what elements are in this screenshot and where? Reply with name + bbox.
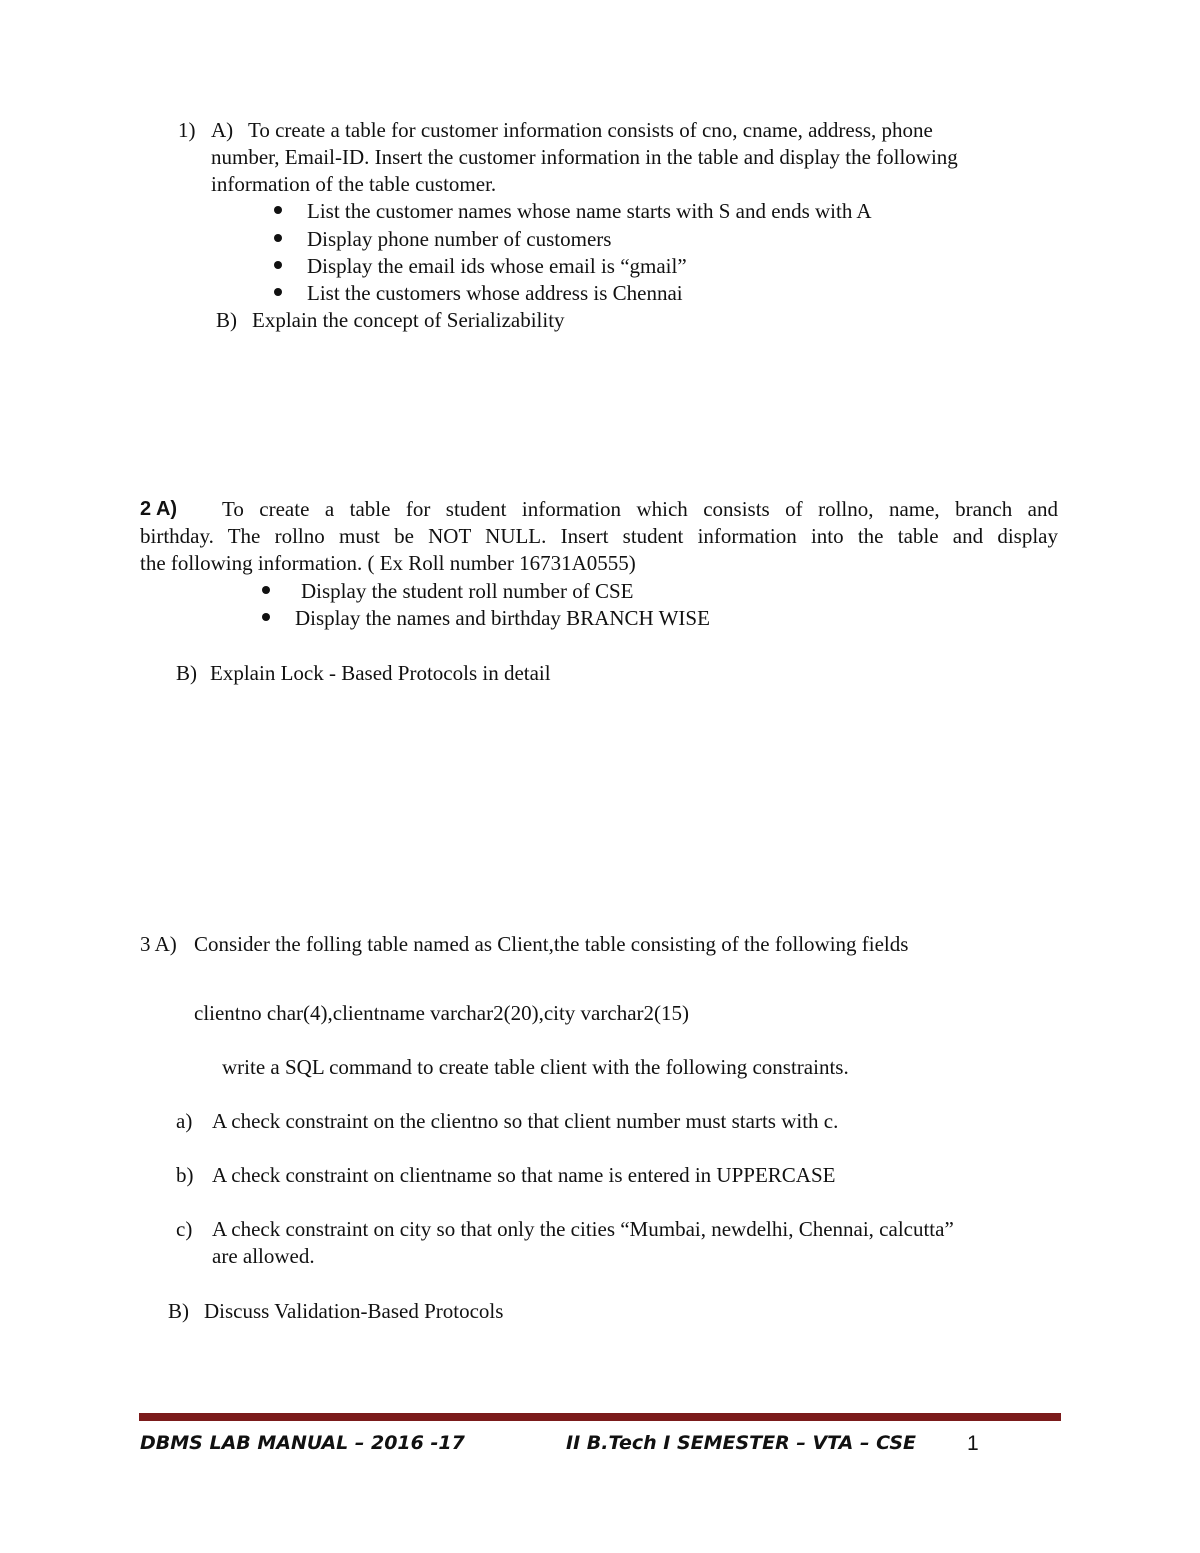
q2-part-b-label: B): [176, 661, 197, 685]
q3-part-b-label: B): [168, 1299, 189, 1323]
q3-instruction: write a SQL command to create table client with the following constraints.: [222, 1055, 849, 1079]
bullet-icon: [262, 586, 270, 594]
page-number: 1: [967, 1432, 979, 1455]
q3-item-b-text: A check constraint on clientname so that name is entered in UPPERCASE: [212, 1163, 836, 1187]
bullet-icon: [274, 206, 282, 214]
q3-item-a-label: a): [176, 1109, 193, 1133]
q3-part-b-text: Discuss Validation-Based Protocols: [204, 1299, 504, 1323]
q1-part-a-label: A): [211, 118, 234, 142]
q2-bullet-1: Display the student roll number of CSE: [301, 579, 634, 603]
q1-bullet-4: List the customers whose address is Chennai: [307, 281, 683, 305]
bullet-icon: [274, 288, 282, 296]
q3-item-b-label: b): [176, 1163, 194, 1187]
q1-part-b-label: B): [216, 308, 237, 332]
footer-semester: II B.Tech I SEMESTER – VTA – CSE: [566, 1432, 917, 1454]
q1-line-2: number, Email-ID. Insert the customer information in the table and display the following: [211, 145, 958, 169]
bullet-icon: [274, 234, 282, 242]
q3-label: 3 A): [140, 932, 177, 956]
q1-bullet-2: Display phone number of customers: [307, 227, 612, 251]
q1-line-3: information of the table customer.: [211, 172, 497, 196]
q1-number: 1): [178, 118, 196, 142]
q2-line-3: the following information. ( Ex Roll number 16731A0555): [140, 551, 636, 575]
q1-part-b-text: Explain the concept of Serializability: [252, 308, 565, 332]
q3-item-a-text: A check constraint on the clientno so that client number must starts with c.: [212, 1109, 839, 1133]
q2-line-2: birthday. The rollno must be NOT NULL. Insert student information into the table and display: [140, 524, 1058, 548]
q3-item-c-text-cont: are allowed.: [212, 1244, 315, 1268]
q3-fields: clientno char(4),clientname varchar2(20),city varchar2(15): [194, 1001, 689, 1025]
q2-bullet-2: Display the names and birthday BRANCH WISE: [295, 606, 710, 630]
q2-label: 2 A): [140, 498, 178, 520]
bullet-icon: [274, 261, 282, 269]
q1-bullet-3: Display the email ids whose email is “gmail”: [307, 254, 687, 278]
q3-item-c-text: A check constraint on city so that only the cities “Mumbai, newdelhi, Chennai, calcutta”: [212, 1217, 954, 1241]
bullet-icon: [262, 613, 270, 621]
q1-line-1: To create a table for customer information consists of cno, cname, address, phone: [248, 118, 933, 142]
q2-part-b-text: Explain Lock - Based Protocols in detail: [210, 661, 551, 685]
q3-item-c-label: c): [176, 1217, 193, 1241]
footer-manual-title: DBMS LAB MANUAL – 2016 -17: [140, 1432, 465, 1454]
q3-intro: Consider the folling table named as Client,the table consisting of the following fields: [194, 932, 909, 956]
q2-line-1: To create a table for student information which consists of rollno, name, branch and: [222, 497, 1058, 521]
footer-rule: [139, 1413, 1061, 1421]
q1-bullet-1: List the customer names whose name starts with S and ends with A: [307, 199, 872, 223]
